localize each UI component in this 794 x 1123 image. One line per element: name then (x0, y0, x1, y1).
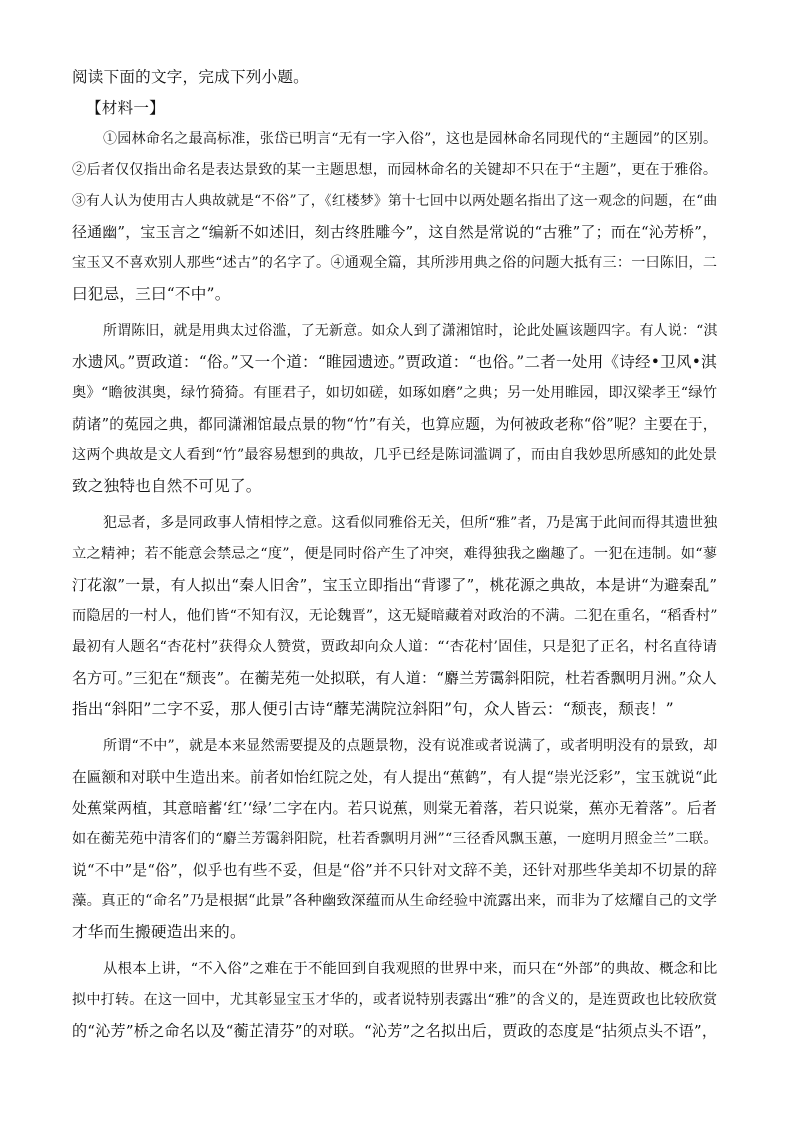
text-line: 宝玉又不喜欢别人那些“述古”的名字了。④通观全篇，其所涉用典之俗的问题大抵有三：一曰陈旧，二 (72, 255, 718, 271)
text-line: 在匾额和对联中生造出来。前者如怡红院之处，有人提出“蕉鹤”，有人提“崇光泛彩”，宝玉就说“此 (72, 769, 718, 786)
text-line: 指出“斜阳”二字不妥，那人便引古诗“蘼芜满院泣斜阳”句，众人皆云：“颓丧，颓丧！” (72, 700, 674, 718)
text-line: 水遗风。”贾政道：“俗。”又一个道：“睢园遗迹。”贾政道：“也俗。”二者一处用《诗经•卫风•淇 (72, 353, 717, 371)
paragraph (72, 124, 720, 310)
text-line: 立之精神；若不能意会禁忌之“度”，便是同时俗产生了冲突，难得独我之幽趣了。一犯在违制。如“蓼 (72, 546, 718, 562)
text-line: 曰犯忌，三曰“不中”。 (72, 285, 231, 303)
text-line: 才华而生搬硬造出来的。 (72, 923, 246, 941)
text-line: 所谓陈旧，就是用典太过俗滥，了无新意。如众人到了潇湘馆时，论此处匾该题四字。有人说：“淇 (103, 323, 718, 339)
text-line: 而隐居的一村人，他们皆“不知有汉，无论魏晋”，这无疑暗藏着对政治的不满。二犯在重名，“稻香村” (72, 608, 718, 624)
article-body (72, 124, 720, 1047)
material-heading: 【材料一】 (86, 99, 165, 117)
text-line: 径通幽”，宝玉言之“编新不如述旧，刻古终胜雕今”，这自然是常说的“古雅”了；而在“沁芳桥”， (72, 223, 718, 241)
text-line: 名方可。”三犯在“颓丧”。在蘅芜苑一处拟联，有人道：“麝兰芳霭斜阳院，杜若香飘明月洲。”众人 (72, 669, 717, 687)
text-line: 处蕉棠两植，其意暗蓄‘红’‘绿’二字在内。若只说蕉，则棠无着落，若只说棠，蕉亦无着落”。后者 (72, 799, 717, 817)
text-line: 荫诸”的菟园之典，都同潇湘馆最点景的物“竹”有关，也算应题，为何被政老称“俗”呢？主要在于， (72, 416, 718, 433)
text-line: 如在蘅芜苑中清客们的“麝兰芳霭斜阳院，杜若香飘明月洲”“三径香风飘玉蕙，一庭明月照金兰”二联。 (72, 831, 718, 847)
text-line: 犯忌者，多是同政事人情相悖之意。这看似同雅俗无关，但所“雅”者，乃是寓于此间而得其遗世独 (103, 515, 718, 531)
document-page (72, 62, 720, 1053)
text-line: 汀花溆”一景，有人拟出“秦人旧舍”，宝玉立即指出“背谬了”，桃花源之典故，本是讲“为避秦乱” (72, 576, 718, 594)
text-line: 说“不中”是“俗”，似乎也有些不妥，但是“俗”并不只针对文辞不美，还针对那些华美却不切景的辞 (72, 862, 718, 879)
paragraph (72, 508, 720, 725)
paragraph (72, 316, 720, 502)
text-line: 所谓“不中”，就是本来显然需要提及的点题景物，没有说准或者说满了，或者明明没有的景致，却 (103, 738, 718, 754)
text-line: 从根本上讲，“不入俗”之难在于不能回到自我观照的世界中来，而只在“外部”的典故、概念和比 (103, 961, 718, 977)
text-line: ①园林命名之最高标准，张岱已明言“无有一字入俗”，这也是园林命名同现代的“主题园”的区别。 (103, 131, 718, 147)
text-line: 致之独特也自然不可见了。 (72, 477, 262, 495)
paragraph (72, 954, 720, 1047)
text-line: 的“沁芳”桥之命名以及“蘅芷清芬”的对联。“沁芳”之名拟出后，贾政的态度是“拈须点头不语”， (72, 1022, 718, 1040)
text-line: ③有人认为使用古人典故就是“不俗”了，《红楼梦》第十七回中以两处题名指出了这一观念的问题，在“曲 (72, 193, 718, 209)
text-line: 拟中打转。在这一回中，尤其彰显宝玉才华的，或者说特别表露出“雅”的含义的，是连贾政也比较欣赏 (72, 992, 718, 1008)
text-line: 藻。真正的“命名”乃是根据“此景”各种幽致深蕴而从生命经验中流露出来，而非为了炫耀自己的文学 (72, 893, 718, 909)
paragraph (72, 731, 720, 948)
text-line: 最初有人题名“杏花村”获得众人赞赏，贾政却向众人道：“‘杏花村’固佳，只是犯了正名，村名直待请 (72, 639, 718, 655)
text-line: 这两个典故是文人看到“竹”最容易想到的典故，几乎已经是陈词滥调了，而由自我妙思所感知的此处景 (72, 447, 718, 463)
instruction-text: 阅读下面的文字，完成下列小题。 (72, 68, 309, 86)
text-line: ②后者仅仅指出命名是表达景致的某一主题思想，而园林命名的关键却不只在于“主题”，更在于雅俗。 (72, 162, 718, 178)
text-line: 奥》“瞻彼淇奥，绿竹猗猗。有匪君子，如切如磋，如琢如磨”之典；另一处用睢园，即汉梁孝王“绿竹 (72, 385, 718, 401)
